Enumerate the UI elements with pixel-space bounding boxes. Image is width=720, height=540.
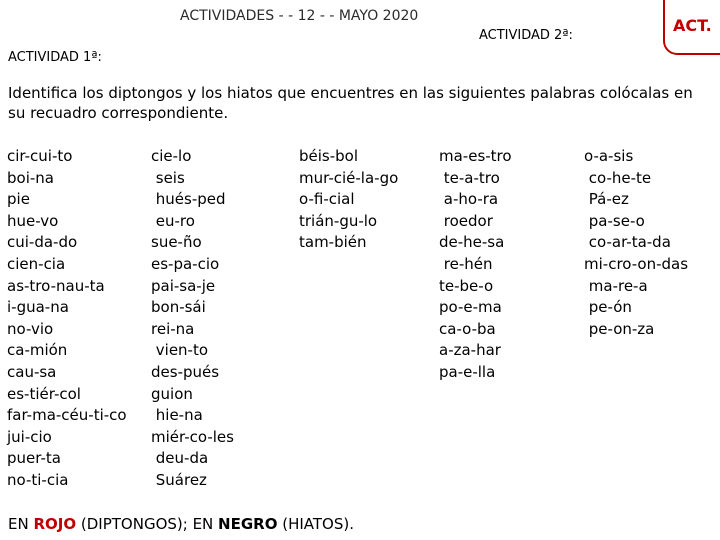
legend: [8, 515, 354, 533]
word-item: pe-on-za: [584, 319, 655, 338]
word-item: sue-ño: [151, 233, 202, 252]
word-item: cui-da-do: [7, 233, 78, 252]
word-item: Pá-ez: [584, 190, 629, 209]
legend-prefix: EN: [8, 515, 34, 533]
word-column-1: [7, 146, 127, 492]
word-item: as-tro-nau-ta: [7, 276, 105, 295]
word-item: co-he-te: [584, 168, 652, 187]
page-title: ACTIVIDADES - - 12 - - MAYO 2020: [180, 8, 419, 24]
activity-2-label: ACTIVIDAD 2ª:: [479, 28, 573, 43]
word-item: pai-sa-je: [151, 276, 216, 295]
word-item: po-e-ma: [439, 298, 502, 317]
word-item: trián-gu-lo: [299, 211, 378, 230]
word-item: béis-bol: [299, 147, 359, 165]
word-item: a-ho-ra: [439, 190, 499, 209]
word-item: es-pa-cio: [151, 254, 220, 273]
word-item: o-fi-cial: [299, 190, 355, 209]
word-item: co-ar-ta-da: [584, 233, 671, 252]
word-item: deu-da: [151, 449, 209, 468]
word-item: no-vio: [7, 319, 54, 338]
word-item: te-be-o: [439, 276, 494, 295]
word-item: ma-es-tro: [439, 147, 512, 165]
word-item: pa-se-o: [584, 211, 645, 230]
legend-suffix: (HIATOS).: [277, 515, 354, 533]
word-item: mi-cro-on-das: [584, 254, 689, 273]
word-item: pe-ón: [584, 298, 632, 317]
word-item: hue-vo: [7, 211, 59, 230]
word-item: hie-na: [151, 406, 203, 425]
word-item: cau-sa: [7, 362, 57, 381]
legend-rojo: ROJO: [33, 515, 77, 533]
word-item: pa-e-lla: [439, 362, 496, 381]
act-tab-label: ACT.: [673, 16, 712, 35]
word-item: seis: [151, 168, 185, 187]
word-item: es-tiér-col: [7, 384, 81, 403]
word-item: eu-ro: [151, 211, 195, 230]
instructions: Identifica los diptongos y los hiatos que encuentres en las siguientes palabras colócalas en su recuadro correspondiente.: [8, 84, 693, 122]
word-item: rei-na: [151, 319, 195, 338]
word-item: Suárez: [151, 470, 207, 489]
act-tab: [663, 0, 720, 55]
word-item: puer-ta: [7, 449, 61, 468]
word-item: ca-mión: [7, 341, 68, 360]
word-item: vien-to: [151, 341, 209, 360]
word-item: far-ma-céu-ti-co: [7, 406, 127, 425]
word-item: te-a-tro: [439, 168, 500, 187]
word-item: re-hén: [439, 254, 493, 273]
word-item: de-he-sa: [439, 233, 505, 252]
word-item: miér-co-les: [151, 427, 234, 446]
word-item: mur-cié-la-go: [299, 168, 399, 187]
word-item: boi-na: [7, 168, 54, 187]
word-item: a-za-har: [439, 341, 501, 360]
word-item: ca-o-ba: [439, 319, 496, 338]
word-item: roedor: [439, 211, 493, 230]
word-item: cien-cia: [7, 254, 66, 273]
word-item: guion: [151, 384, 193, 403]
word-item: pie: [7, 190, 30, 209]
word-item: cir-cui-to: [7, 147, 73, 165]
word-item: o-a-sis: [584, 147, 634, 165]
word-item: ma-re-a: [584, 276, 648, 295]
word-item: no-ti-cia: [7, 470, 69, 489]
legend-negro: NEGRO: [218, 515, 278, 533]
legend-middle: (DIPTONGOS); EN: [76, 515, 219, 533]
activity-1-label: ACTIVIDAD 1ª:: [8, 50, 102, 65]
word-column-3: [299, 146, 398, 254]
word-item: hués-ped: [151, 190, 226, 209]
word-item: cie-lo: [151, 147, 192, 165]
word-column-2: [151, 146, 234, 492]
word-item: des-pués: [151, 362, 220, 381]
word-item: i-gua-na: [7, 298, 69, 317]
word-item: jui-cio: [7, 427, 52, 446]
word-column-5: [584, 146, 688, 340]
word-item: bon-sái: [151, 298, 206, 317]
word-column-4: [439, 146, 512, 384]
word-item: tam-bién: [299, 233, 367, 252]
